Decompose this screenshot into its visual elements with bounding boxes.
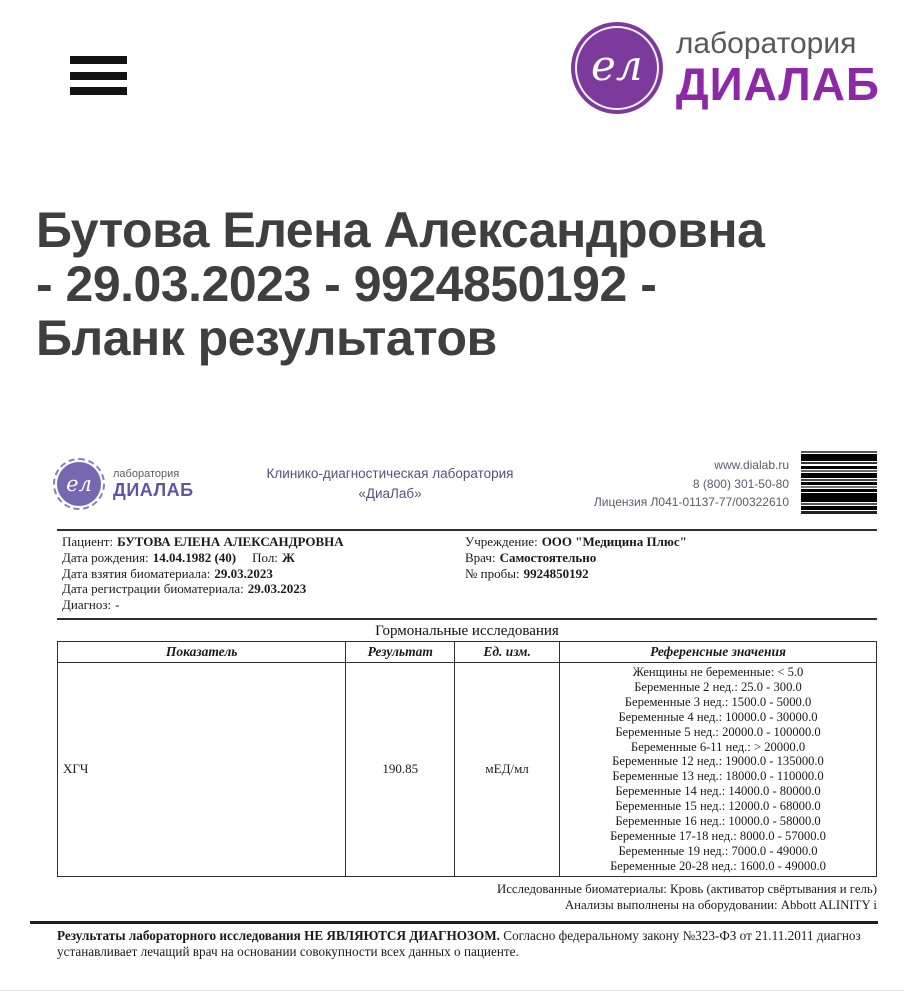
col-indicator: Показатель [58, 641, 346, 662]
patient-field [62, 566, 465, 582]
reference-line: Беременные 14 нед.: 14000.0 - 80000.0 [615, 784, 821, 799]
reference-line: Беременные 12 нед.: 19000.0 - 135000.0 [612, 754, 824, 769]
lab-name-line2: «ДиаЛаб» [358, 486, 422, 501]
disclaimer-text [57, 928, 875, 961]
reference-cell [560, 662, 877, 876]
page-bottom-divider [0, 990, 904, 991]
reference-line: Беременные 20-28 нед.: 1600.0 - 49000.0 [610, 858, 826, 873]
page-title-line: Бутова Елена Александровна [36, 202, 765, 258]
field-value: 14.04.1982 (40) [152, 549, 237, 565]
col-result: Результат [346, 641, 455, 662]
logo-tagline: лаборатория [113, 467, 180, 480]
patient-info-left [62, 534, 465, 613]
document-logo [57, 462, 229, 506]
reference-line: Беременные 4 нед.: 10000.0 - 30000.0 [618, 709, 818, 724]
reference-line: Беременные 6-11 нед.: > 20000.0 [630, 739, 806, 754]
reference-line: Беременные 16 нед.: 10000.0 - 58000.0 [615, 814, 821, 829]
patient-field [465, 534, 877, 550]
field-value: БУТОВА ЕЛЕНА АЛЕКСАНДРОВНА [117, 534, 344, 549]
field-label: Пол: [252, 549, 278, 565]
hamburger-icon [70, 72, 127, 80]
patient-info-block [57, 529, 877, 620]
disclaimer-strong: Результаты лабораторного исследования НЕ ЯВЛЯЮТСЯ ДИАГНОЗОМ. [57, 927, 500, 943]
field-value: 29.03.2023 [247, 581, 307, 597]
biomaterials-line: Исследованные биоматериалы: Кровь (активатор свёртывания и гель) [497, 881, 877, 896]
patient-field [465, 566, 877, 582]
reference-line: Беременные 5 нед.: 20000.0 - 100000.0 [615, 724, 821, 739]
field-label: Врач: [465, 549, 496, 565]
reference-line: Беременные 2 нед.: 25.0 - 300.0 [634, 679, 802, 694]
document-header [57, 439, 877, 529]
lab-contacts [551, 456, 789, 512]
equipment-line: Анализы выполнены на оборудовании: Abbott ALINITY i [564, 898, 877, 913]
patient-field [62, 534, 465, 550]
dialab-monogram-icon [57, 462, 101, 506]
logo-brand: ДИАЛАБ [675, 58, 880, 111]
biomaterials-note [57, 881, 877, 914]
patient-field [62, 581, 465, 597]
reference-line: Беременные 15 нед.: 12000.0 - 68000.0 [615, 799, 821, 814]
field-value: Самостоятельно [499, 549, 597, 565]
field-value: Ж [281, 549, 295, 565]
logo-brand: ДИАЛАБ [113, 479, 194, 500]
logo-monogram: ел [66, 471, 92, 496]
hamburger-icon [70, 87, 127, 95]
field-label: Дата взятия биоматериала: [62, 565, 211, 581]
table-header-row [58, 641, 877, 662]
disclaimer-rest: Согласно федеральному закону №323-ФЗ от 21.11.2011 диагноз устанавливает лечащий врач на основании совокупности всех данных о пациенте. [57, 927, 861, 960]
field-value: 29.03.2023 [214, 565, 273, 581]
field-value: ООО "Медицина Плюс" [541, 534, 687, 549]
lab-license: Лицензия Л041-01137-77/00322610 [593, 495, 789, 510]
patient-info-right [465, 534, 877, 613]
lab-name [229, 464, 551, 505]
lab-phone: 8 (800) 301-50-80 [692, 476, 789, 491]
page-title-line: - 29.03.2023 - 9924850192 - [36, 256, 657, 312]
col-references: Референсные значения [560, 641, 877, 662]
reference-line: Беременные 3 нед.: 1500.0 - 5000.0 [624, 694, 812, 709]
patient-field [62, 597, 465, 613]
result-document [30, 439, 878, 961]
field-label: Диагноз: [62, 597, 112, 613]
logo-tagline: лаборатория [675, 26, 857, 60]
field-label: № пробы: [465, 565, 520, 581]
indicator-cell: ХГЧ [58, 662, 346, 876]
logo-text [676, 28, 880, 109]
lab-name-line1: Клинико-диагностическая лаборатория [266, 465, 514, 481]
menu-button[interactable] [70, 56, 127, 95]
site-logo[interactable] [571, 22, 880, 114]
lab-website: www.dialab.ru [714, 458, 789, 473]
hamburger-icon [70, 56, 127, 64]
reference-line: Беременные 13 нед.: 18000.0 - 110000.0 [612, 769, 824, 784]
results-table [57, 641, 877, 877]
document-footer [30, 921, 878, 961]
unit-cell: мЕД/мл [455, 662, 560, 876]
page-title-line: Бланк результатов [36, 310, 497, 366]
reference-line: Беременные 17-18 нед.: 8000.0 - 57000.0 [610, 828, 826, 843]
patient-field [62, 550, 465, 566]
field-label: Пациент: [62, 534, 114, 549]
field-label: Дата регистрации биоматериала: [62, 581, 244, 597]
field-label: Учреждение: [465, 534, 538, 549]
field-label: Дата рождения: [62, 549, 149, 565]
reference-line: Беременные 19 нед.: 7000.0 - 49000.0 [618, 843, 818, 858]
field-value: 9924850192 [523, 565, 589, 581]
result-cell: 190.85 [346, 662, 455, 876]
table-row [58, 662, 877, 876]
dialab-monogram-icon [571, 22, 663, 114]
section-title: Гормональные исследования [375, 622, 559, 639]
logo-monogram: ел [591, 41, 643, 90]
col-unit: Ед. изм. [455, 641, 560, 662]
page-title [36, 203, 886, 365]
reference-line: Женщины не беременные: < 5.0 [632, 664, 804, 679]
patient-field [465, 550, 877, 566]
barcode-icon [801, 451, 877, 517]
document-logo-text [113, 468, 194, 501]
document-body [57, 439, 877, 914]
field-value: - [115, 597, 120, 613]
